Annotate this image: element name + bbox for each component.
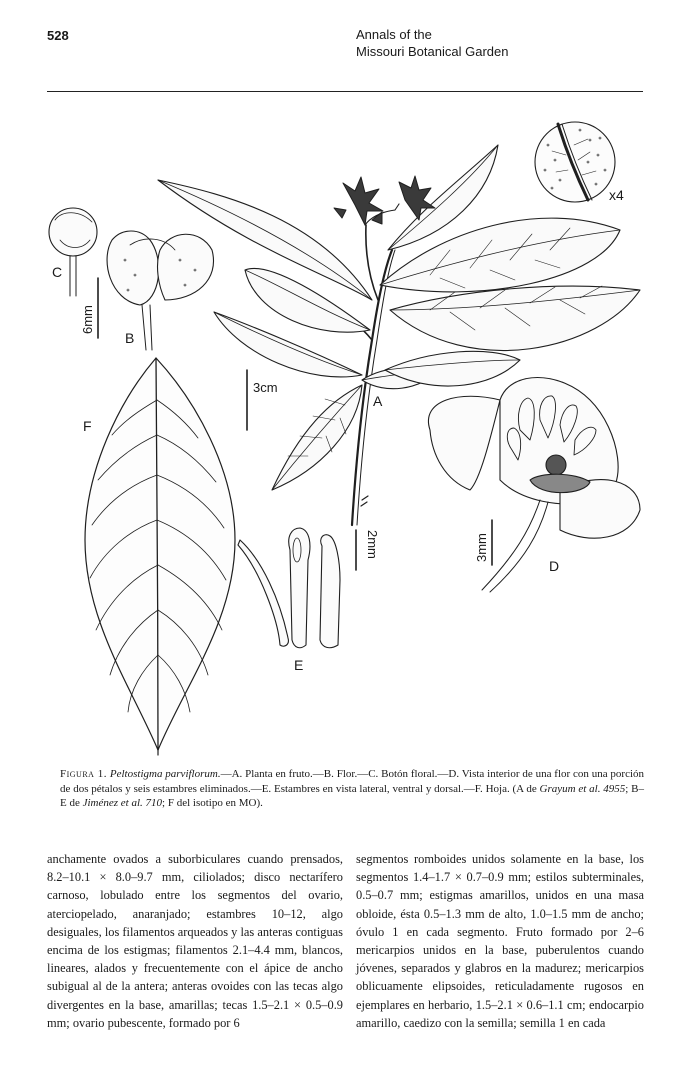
caption-text-3: ; F del isotipo en MO). — [162, 797, 263, 809]
caption-ref-2: Jiménez et al. 710 — [82, 797, 163, 809]
panel-e-stamens — [238, 528, 340, 648]
scale-label-e: 2mm — [365, 530, 380, 559]
scale-label-a: 3cm — [253, 380, 278, 395]
caption-figure-number: Figura 1. — [60, 768, 108, 780]
panel-label-f: F — [83, 418, 92, 434]
journal-title-line1: Annals of the — [356, 27, 432, 42]
magnification-label: x4 — [609, 187, 624, 203]
leaf-detail-magnified — [535, 122, 615, 202]
botanical-illustration — [0, 100, 684, 770]
caption-text-1: —A. Planta en fruto.—B. Flor.—C. Botón floral.—D. Vista interior de una flor con una porción de dos pétalos y seis estambres eliminados.—E. Estambres en vista lateral, ventral y dorsal.—F. Hoja. (A de — [60, 768, 645, 795]
caption-species: Peltostigma parviflorum. — [109, 768, 221, 780]
body-column-left: anchamente ovados a suborbiculares cuando prensados, 8.2–10.1 × 8.0–9.7 mm, ciliolados; disco nectarífero carnoso, lobulado entre los segmentos del ovario, aterciopelado, anaranjado; estambres 10–12, algo desiguales, los filamentos arqueados y las anteras contiguas encima de los estigmas; filamentos 2.1–4.4 mm, blancos, lineares, alados y frecuentemente con el ápice de ancho subigual al de la antera; anteras ovoides con las tecas algo divergentes en la base, amarillas; tecas 1.5–2.1 × 0.5–0.9 mm; ovario pubescente, formado por 6 — [47, 852, 343, 1030]
panel-b-flower — [107, 231, 213, 350]
page-number: 528 — [47, 28, 69, 43]
panel-label-d: D — [549, 558, 560, 574]
illustration-svg — [0, 100, 684, 770]
panel-label-a: A — [373, 393, 383, 409]
body-column-right: segmentos romboides unidos solamente en la base, los segmentos 1.4–1.7 × 0.7–0.9 mm; estilos subterminales, 0.5–0.7 mm; estigmas amarillos, unidos en una masa obloide, ésta 0.5–1.3 mm de alto, 1.0–1.5 mm de ancho; óvulo 1 en cada segmento. Fruto formado por 2–6 mericarpios unidos en la base, puberulentos cuando jóvenes, separados y glabros en la madurez; mericarpios oblicuamente elipsoides, reticuladamente rugosos en ejemplares en herbario, 1.5–2.1 × 0.6–1.1 cm; endocarpio amarillo, caedizo con la semilla; semilla 1 en cada — [356, 852, 644, 1030]
header-rule — [47, 91, 643, 92]
scale-label-d: 3mm — [474, 533, 489, 562]
scale-label-b: 6mm — [80, 305, 95, 334]
caption-ref-1: Grayum et al. 4955 — [539, 782, 626, 795]
panel-label-b: B — [125, 330, 135, 346]
panel-f-leaf — [85, 358, 235, 755]
caption-text-2: ; B–E de — [60, 782, 644, 809]
journal-title-line2: Missouri Botanical Garden — [356, 44, 509, 59]
figure-caption — [60, 767, 644, 811]
panel-label-e: E — [294, 657, 304, 673]
panel-label-c: C — [52, 264, 63, 280]
panel-c-flower-bud — [49, 208, 97, 296]
panel-d-open-flower — [428, 378, 640, 593]
journal-title — [356, 26, 508, 60]
